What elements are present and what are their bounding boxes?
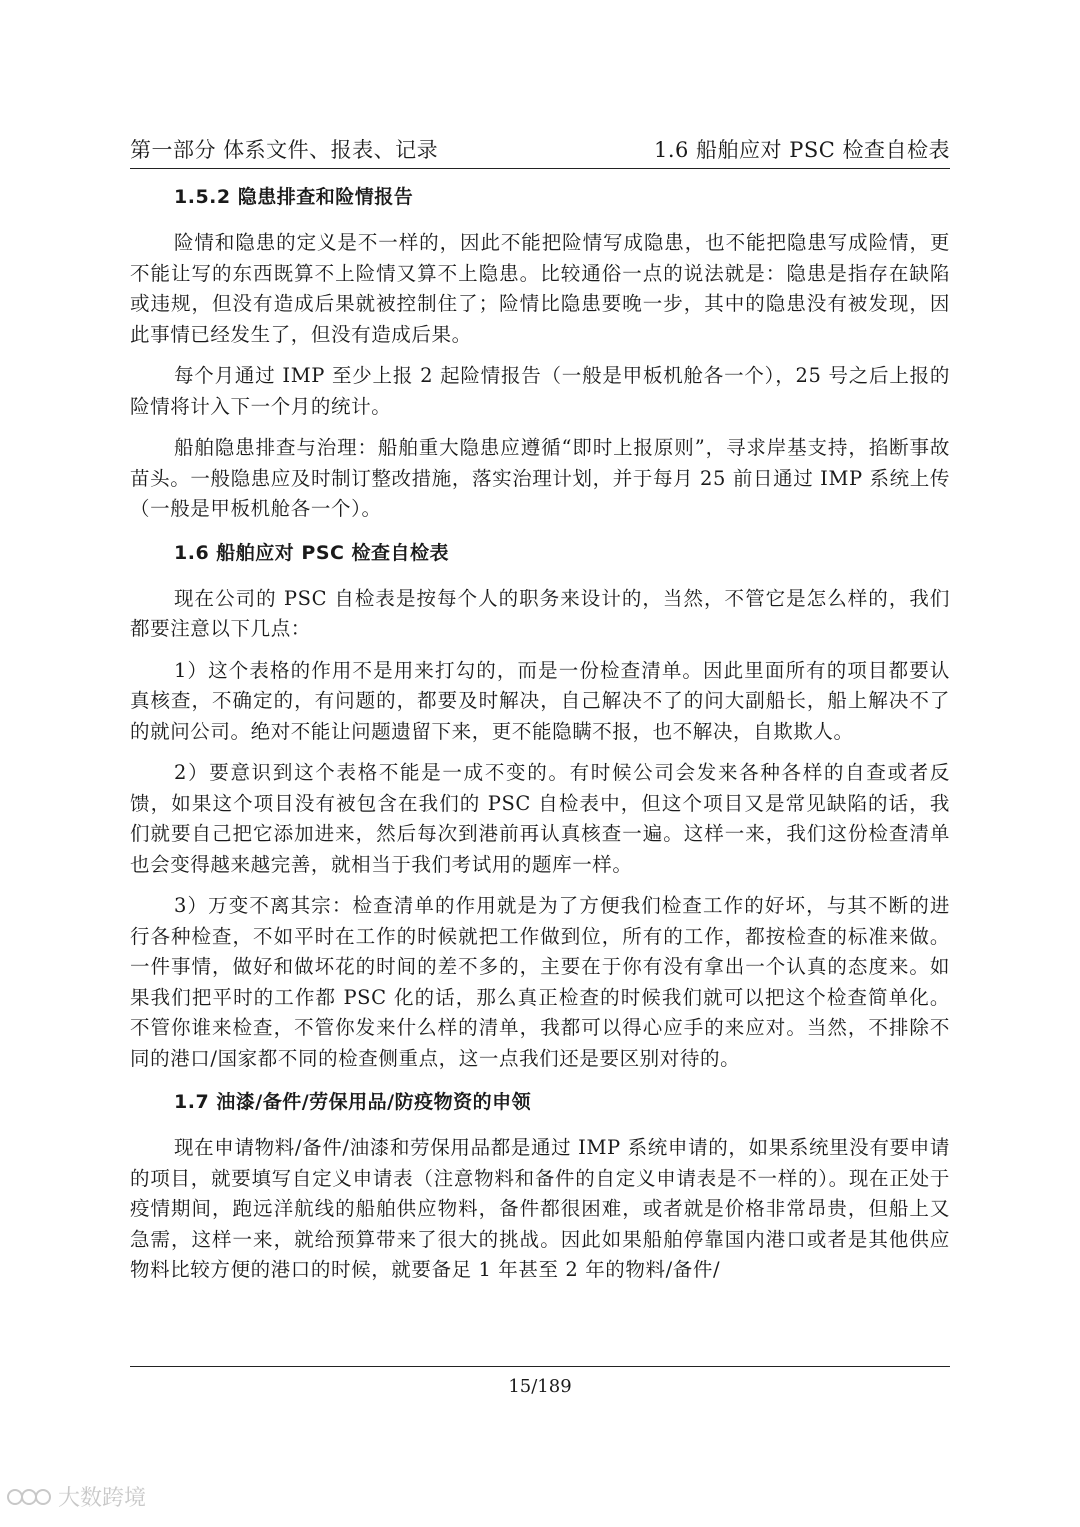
- watermark: [6, 1481, 146, 1512]
- paragraph: 3）万变不离其宗：检查清单的作用就是为了方便我们检查工作的好坏，与其不断的进行各种检查，不如平时在工作的时候就把工作做到位，所有的工作，都按检查的标准来做。一件事情，做好和做坏花的时间的差不多的，主要在于你有没有拿出一个认真的态度来。如果我们把平时的工作都 PSC 化的话，那么真正检查的时候我们就可以把这个检查简单化。不管你谁来检查，不管你发来什么样的清单，我都可以得心应手的来应对。当然，不排除不同的港口/国家都不同的检查侧重点，这一点我们还是要区别对待的。: [130, 894, 950, 1070]
- watermark-text: 大数跨境: [58, 1486, 147, 1511]
- watermark-logo-icon: [6, 1485, 52, 1509]
- paragraph: 1）这个表格的作用不是用来打勾的，而是一份检查清单。因此里面所有的项目都要认真核查，不确定的，有问题的，都要及时解决，自己解决不了的问大副船长，船上解决不了的就问公司。绝对不能让问题遗留下来，更不能隐瞒不报，也不解决，自欺欺人。: [130, 658, 950, 743]
- paragraph: 现在公司的 PSC 自检表是按每个人的职务来设计的，当然，不管它是怎么样的，我们都要注意以下几点：: [130, 586, 950, 640]
- section-heading: 1.6 船舶应对 PSC 检查自检表: [174, 541, 450, 564]
- header-part-title: 第一部分 体系文件、报表、记录: [130, 138, 439, 162]
- section-heading: 1.7 油漆/备件/劳保用品/防疫物资的申领: [174, 1091, 532, 1113]
- footer-rule: [130, 1366, 950, 1367]
- paragraph: 现在申请物料/备件/油漆和劳保用品都是通过 IMP 系统申请的，如果系统里没有要申请的项目，就要填写自定义申请表（注意物料和备件的自定义申请表是不一样的）。现在正处于疫情期间，跑远洋航线的船舶供应物料，备件都很困难，或者就是价格非常昂贵，但船上又急需，这样一来，就给预算带来了很大的挑战。因此如果船舶停靠国内港口或者是其他供应物料比较方便的港口的时候，就要备足 1 年甚至 2 年的物料/备件/: [130, 1136, 950, 1281]
- section-psc-checklist: [130, 536, 950, 1075]
- paragraph: 2）要意识到这个表格不能是一成不变的。有时候公司会发来各种各样的自查或者反馈，如果这个项目没有被包含在我们的 PSC 自检表中，但这个项目又是常见缺陷的话，我们就要自己把它添加进来，然后每次到港前再认真核查一遍。这样一来，我们这份检查清单也会变得越来越完善，就相当于我们考试用的题库一样。: [130, 761, 950, 876]
- paragraph: 险情和隐患的定义是不一样的，因此不能把险情写成隐患，也不能把隐患写成险情，更不能让写的东西既算不上险情又算不上隐患。比较通俗一点的说法就是：隐患是指存在缺陷或违规，但没有造成后果就被控制住了；险情比隐患要晚一步，其中的隐患没有被发现，因此事情已经发生了，但没有造成后果。: [130, 231, 950, 346]
- running-header: [130, 128, 950, 169]
- page-number: 15/189: [508, 1376, 572, 1397]
- section-hazard-report: [130, 180, 950, 525]
- section-heading: 1.5.2 隐患排查和险情报告: [174, 186, 414, 208]
- page-body: [130, 180, 950, 1297]
- paragraph: 船舶隐患排查与治理：船舶重大隐患应遵循“即时上报原则”，寻求岸基支持，掐断事故苗头。一般隐患应及时制订整改措施，落实治理计划，并于每月 25 前日通过 IMP 系统上传（一般是甲板机舱各一个）。: [130, 436, 950, 520]
- section-supplies-requisition: [130, 1085, 950, 1286]
- paragraph: 每个月通过 IMP 至少上报 2 起险情报告（一般是甲板机舱各一个），25 号之后上报的险情将计入下一个月的统计。: [130, 364, 950, 418]
- header-section-title: 1.6 船舶应对 PSC 检查自检表: [653, 138, 950, 162]
